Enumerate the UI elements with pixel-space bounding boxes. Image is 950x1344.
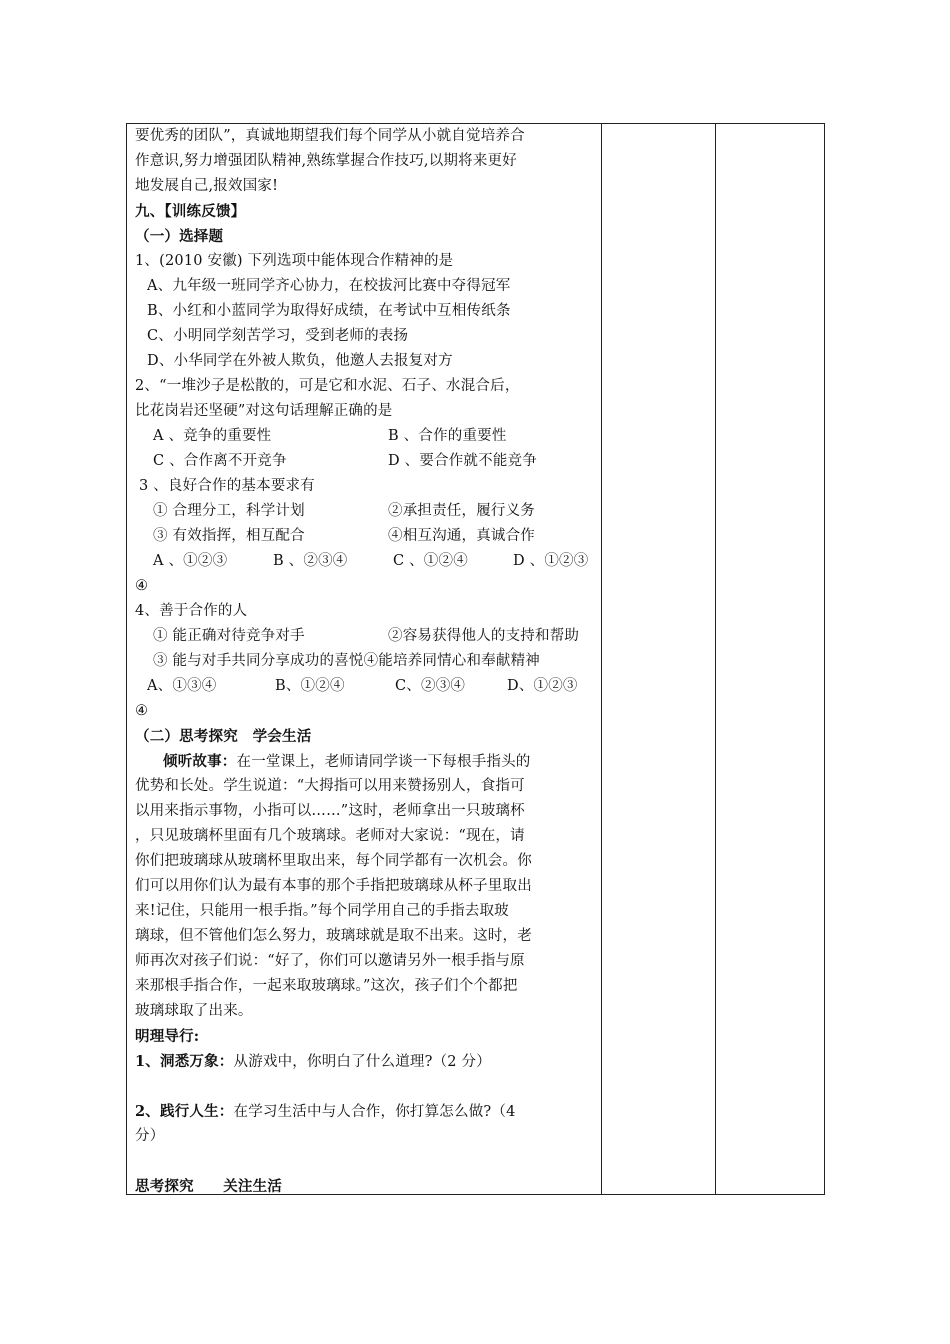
q4-choice: C、②③④ — [395, 678, 466, 694]
story-line: 以用来指示事物，小指可以……”这时，老师拿出一只玻璃杯 — [135, 803, 525, 819]
story-text: 在一堂课上，老师请同学谈一下每根手指头的 — [236, 754, 531, 770]
q3-item: ① 合理分工，科学计划 — [153, 503, 305, 519]
story-line: 优势和长处。学生说道：“大拇指可以用来赞扬别人，食指可 — [135, 778, 525, 794]
q3-choice: C 、①②④ — [393, 553, 468, 569]
story-line: ，只见玻璃杯里面有几个玻璃球。老师对大家说：“现在，请 — [135, 828, 525, 844]
intro-line: 要优秀的团队”，真诚地期望我们每个同学从小就自觉培养合 — [135, 128, 525, 144]
q4-item: ④能培养同情心和奉献精神 — [363, 653, 541, 669]
answer-space — [135, 1074, 597, 1099]
guide-q2-label: 2、践行人生： — [135, 1103, 234, 1120]
guide-q2-wrap: 分） — [135, 1128, 165, 1144]
q3-stem: 3 、良好合作的基本要求有 — [139, 478, 315, 494]
q3-choice: B 、②③④ — [273, 553, 348, 569]
q3-item: ②承担责任，履行义务 — [388, 503, 535, 519]
intro-line: 作意识,努力增强团队精神,熟练掌握合作技巧,以期将来更好 — [135, 153, 517, 169]
column-divider-2 — [715, 124, 716, 1194]
q1-stem: 1、(2010 安徽) 下列选项中能体现合作精神的是 — [135, 253, 454, 269]
q3-choice: A 、①②③ — [153, 553, 228, 569]
q3-item: ③ 有效指挥，相互配合 — [153, 528, 305, 544]
q1-option: D、小华同学在外被人欺负，他邀人去报复对方 — [147, 353, 453, 369]
story-label: 倾听故事： — [163, 753, 237, 770]
column-divider-1 — [601, 124, 602, 1194]
q2-stem: 2、“一堆沙子是松散的，可是它和水泥、石子、水混合后， — [135, 378, 520, 394]
content-cell — [135, 124, 597, 1199]
guide-q1-label: 1、洞悉万象： — [135, 1053, 234, 1070]
story-line: 来!记住，只能用一根手指。”每个同学用自己的手指去取玻 — [135, 903, 509, 919]
q2-option: C 、合作离不开竞争 — [153, 453, 287, 469]
q3-choice-wrap: ④ — [135, 578, 149, 594]
q4-item: ②容易获得他人的支持和帮助 — [388, 628, 580, 644]
q2-stem: 比花岗岩还坚硬”对这句话理解正确的是 — [135, 403, 393, 419]
q1-option: A、九年级一班同学齐心协力，在校拔河比赛中夺得冠军 — [147, 278, 511, 294]
story-line: 璃球，但不管他们怎么努力，玻璃球就是取不出来。这时，老 — [135, 928, 532, 944]
part1-title: （一）选择题 — [135, 228, 224, 245]
q1-option: B、小红和小蓝同学为取得好成绩，在考试中互相传纸条 — [147, 303, 511, 319]
part2-title: （二）思考探究 学会生活 — [135, 728, 312, 745]
q3-choice: D 、①②③ — [513, 553, 589, 569]
q1-option: C、小明同学刻苦学习，受到老师的表扬 — [147, 328, 409, 344]
story-line: 们可以用你们认为最有本事的那个手指把玻璃球从杯子里取出 — [135, 878, 532, 894]
section-title: 九、【训练反馈】 — [135, 203, 246, 220]
answer-space — [135, 1149, 597, 1174]
lesson-table — [126, 123, 825, 1195]
story-line: 你们把玻璃球从玻璃杯里取出来，每个同学都有一次机会。你 — [135, 853, 532, 869]
q3-item: ④相互沟通，真诚合作 — [388, 528, 535, 544]
q4-choice: A、①③④ — [147, 678, 217, 694]
q2-option: D 、要合作就不能竞争 — [388, 453, 537, 469]
q2-option: B 、合作的重要性 — [388, 428, 507, 444]
footer-title: 思考探究 关注生活 — [135, 1178, 282, 1195]
story-line: 玻璃球取了出来。 — [135, 1003, 253, 1019]
story-line: 来那根手指合作，一起来取玻璃球。”这次，孩子们个个都把 — [135, 978, 518, 994]
guide-title: 明理导行: — [135, 1028, 200, 1045]
q4-item: ③ 能与对手共同分享成功的喜悦 — [153, 653, 364, 669]
guide-q1-text: 从游戏中，你明白了什么道理?（2 分） — [233, 1054, 491, 1070]
guide-q2-text: 在学习生活中与人合作，你打算怎么做?（4 — [233, 1104, 516, 1120]
q4-stem: 4、善于合作的人 — [135, 603, 248, 619]
q4-choice-wrap: ④ — [135, 703, 149, 719]
q2-option: A 、竞争的重要性 — [153, 428, 272, 444]
story-line: 师再次对孩子们说：“好了，你们可以邀请另外一根手指与原 — [135, 953, 525, 969]
q4-choice: D、①②③ — [507, 678, 578, 694]
q4-choice: B、①②④ — [275, 678, 345, 694]
intro-line: 地发展自己,报效国家! — [135, 178, 279, 194]
q4-item: ① 能正确对待竞争对手 — [153, 628, 305, 644]
